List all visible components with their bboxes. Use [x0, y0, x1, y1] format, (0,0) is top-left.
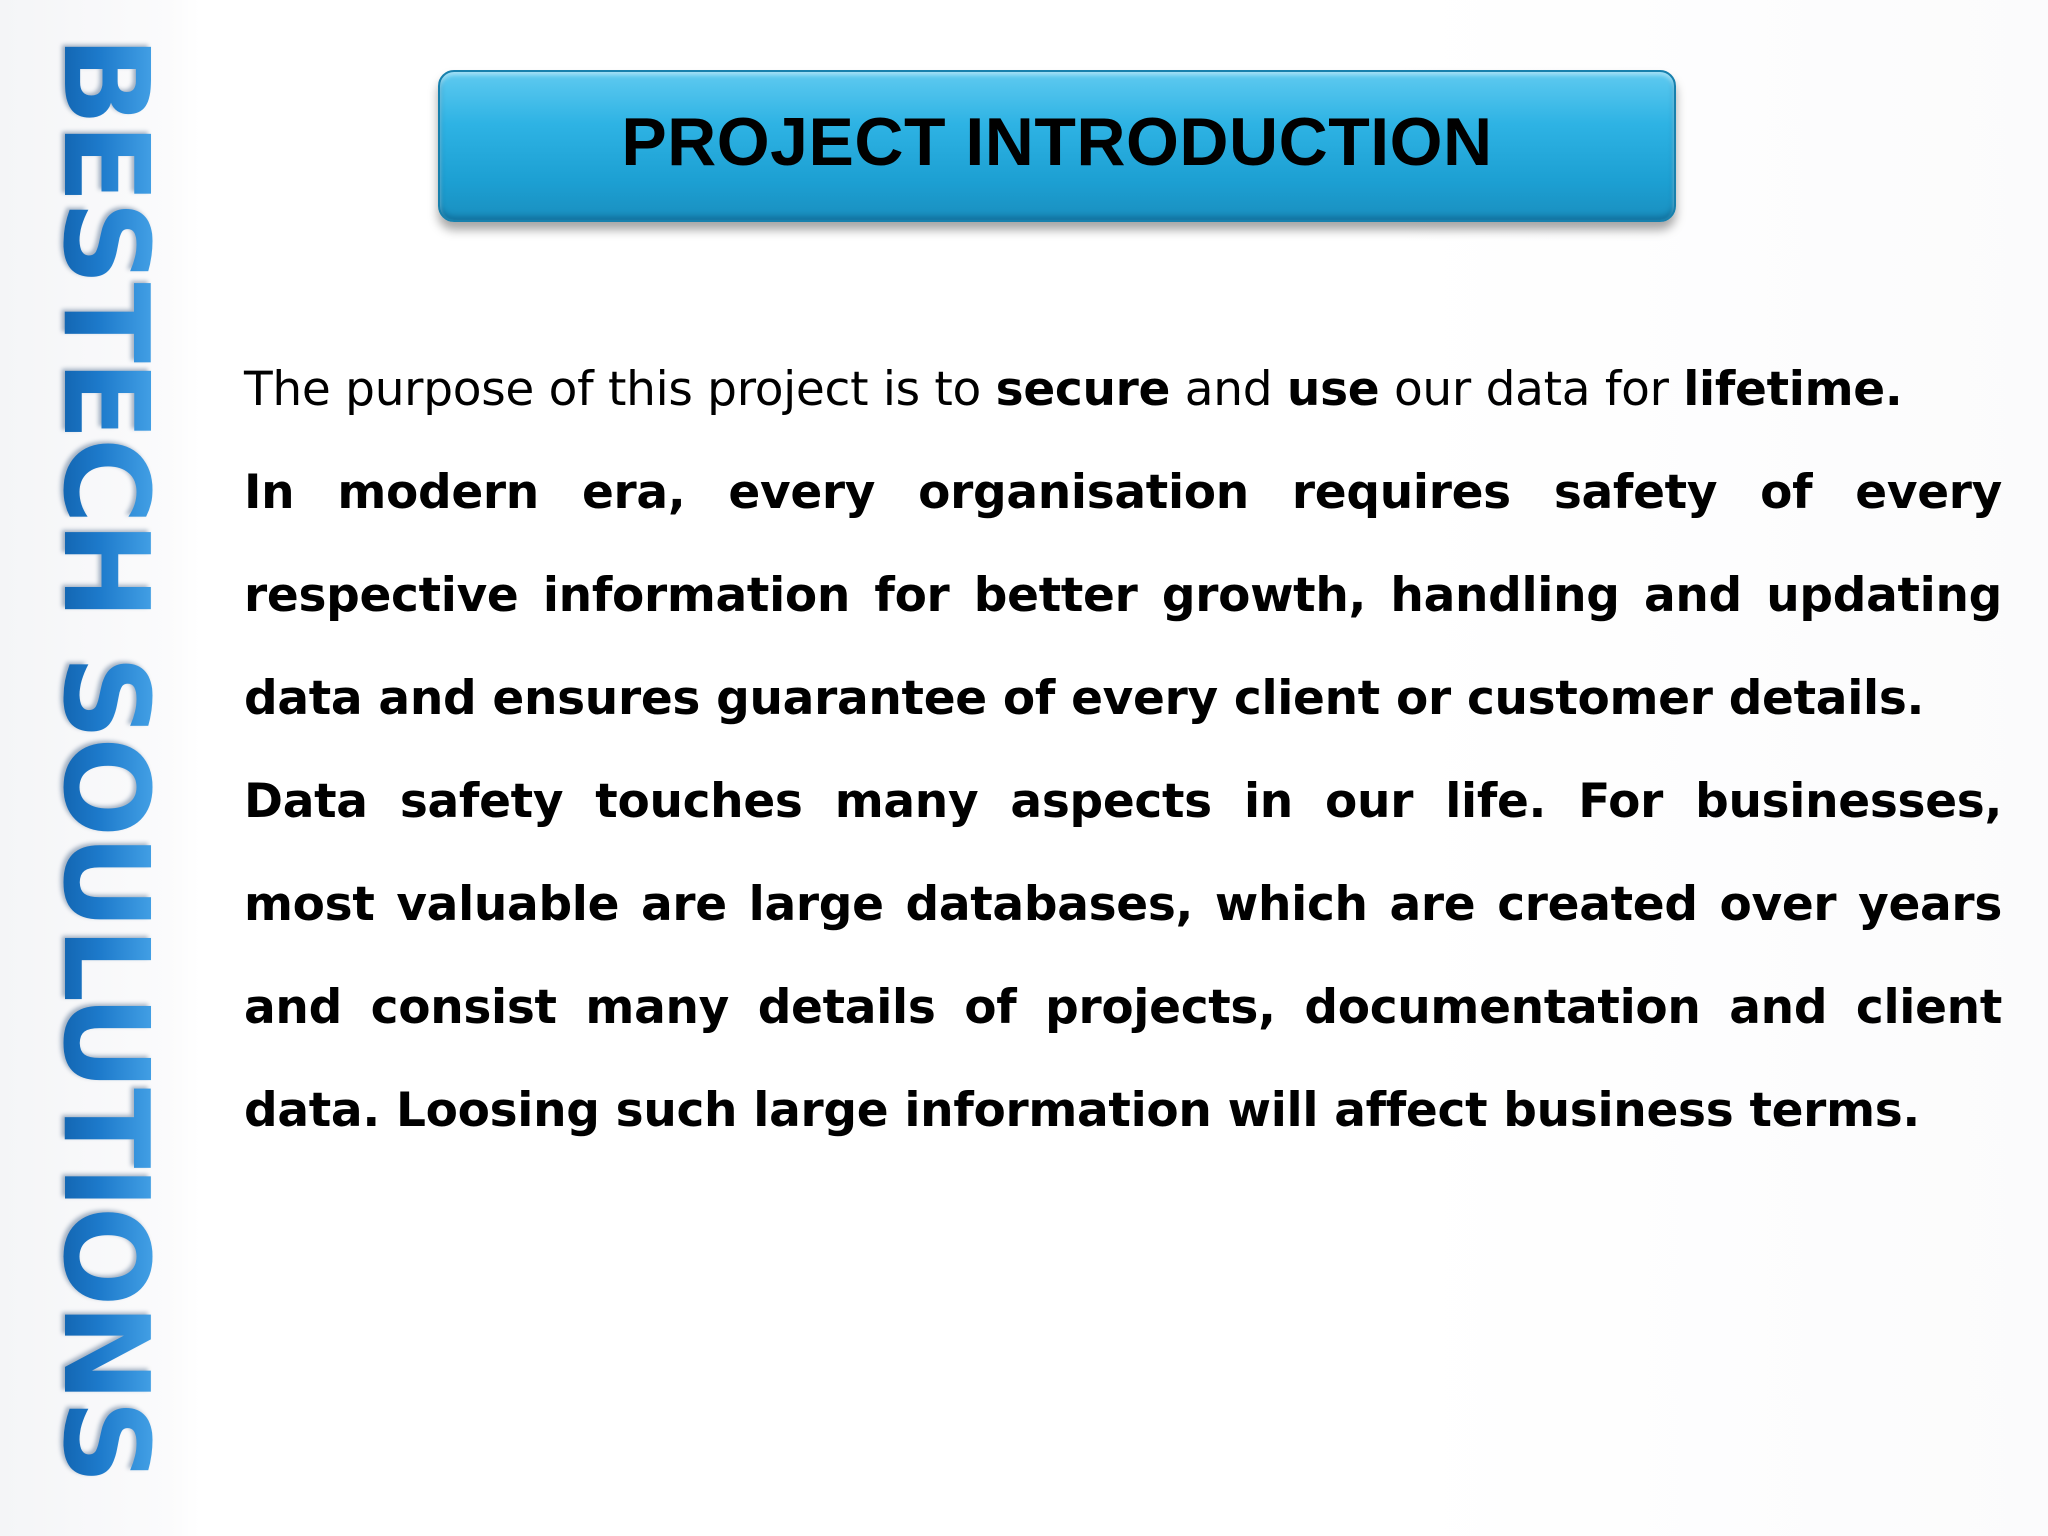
paragraph-modern-era: In modern era, every organisation requires safety of every respective information for better growth, handling and updating data and ensures guarantee of every client or customer details. [244, 465, 2002, 726]
intro-bold-use: use [1286, 362, 1380, 417]
slide-title: PROJECT INTRODUCTION [621, 104, 1493, 180]
intro-text-1: The purpose of this project is to [244, 362, 996, 417]
title-banner [438, 70, 1676, 222]
intro-bold-lifetime: lifetime. [1683, 362, 1903, 417]
intro-text-2: and [1170, 362, 1287, 417]
body-content [244, 338, 2002, 1162]
brand-logo [37, 36, 175, 1526]
brand-vertical-text: BESTECH SOULUTIONS [48, 36, 163, 1526]
intro-text-3: our data for [1379, 362, 1684, 417]
intro-bold-secure: secure [995, 362, 1171, 417]
intro-paragraph [244, 338, 2002, 441]
paragraph-data-safety: Data safety touches many aspects in our life. For businesses, most valuable are large databases, which are created over years and consist many details of projects, documentation and client data. Loosing such large information will affect business terms. [244, 774, 2002, 1138]
